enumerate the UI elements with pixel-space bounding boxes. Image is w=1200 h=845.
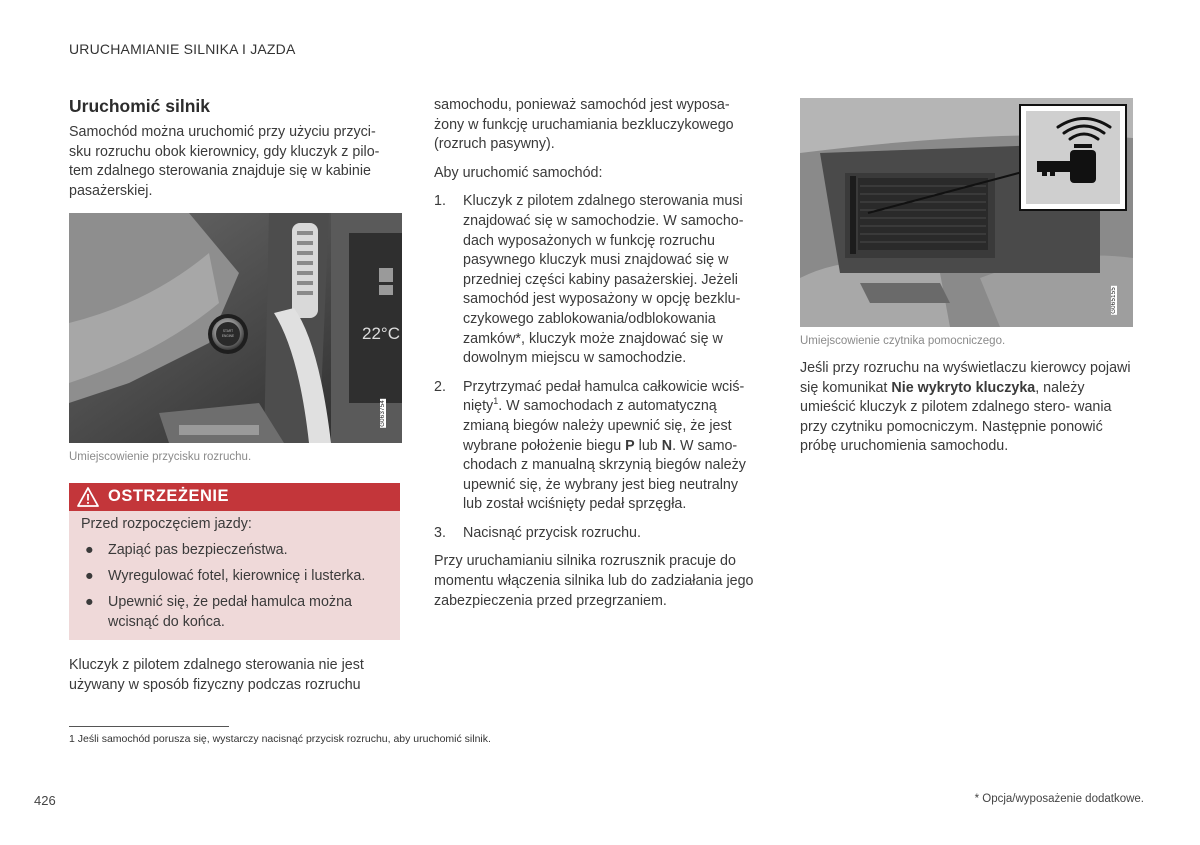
footnote: 1 Jeśli samochód porusza się, wystarczy nacisnąć przycisk rozruchu, aby uruchomić silnik. [69, 733, 491, 745]
start-button-image [69, 213, 402, 443]
gear-p: P [625, 437, 635, 454]
steps-lead: Aby uruchomić samochód: [434, 164, 603, 181]
step-item: 2. Przytrzymać pedał hamulca całkowicie wciś- nięty$^1$. W samochodach z automatyczną zmianą biegów należy upewnić się, że jest wybrane położenie biegu P lub N. W samo- chodach z manualną skrzynią biegów należy upewnić się, że wybrany jest bieg neutralny lub został wciśnięty pedał sprzęgła. [434, 378, 746, 513]
reader-paragraph: Jeśli przy rozruchu na wyświetlaczu kierowcy pojawi się komunikat Nie wykryto kluczyka, należy umieścić kluczyk z pilotem zdalnego stero- wania przy czytniku pomocniczym. Następnie ponowić próbę uruchomienia samochodu. [800, 360, 1131, 455]
warning-body: Przed rozpoczęciem jazdy: ● Zapiąć pas bezpieczeństwa. ● Wyregulować fotel, kierownicę i lusterka. ● Upewnić się, że pedał hamulca można wcisnąć do końca. [69, 511, 400, 640]
column-1 [69, 95, 401, 210]
continued-paragraph: samochodu, ponieważ samochód jest wyposa- żony w funkcję uruchamiania bezkluczykowego (rozruch pasywny). [434, 97, 734, 153]
running-header: URUCHAMIANIE SILNIKA I JAZDA [69, 41, 296, 57]
display-message: Nie wykryto kluczyka [891, 379, 1036, 396]
image-code: G065155 [1111, 287, 1117, 314]
figure-caption-2: Umiejscowienie czytnika pomocniczego. [800, 335, 1006, 347]
start-button-illustration [69, 213, 402, 443]
column-2 [434, 96, 756, 620]
intro-paragraph: Samochód można uruchomić przy użyciu przyci- sku rozruchu obok kierownicy, gdy kluczyk z pilo- tem zdalnego sterowania znajduje się w kabinie pasażerskiej. [69, 124, 380, 199]
gear-n: N [661, 437, 673, 454]
steps-list [434, 192, 756, 543]
warning-title: OSTRZEŻENIE [108, 487, 230, 505]
column-1-bottom [69, 656, 389, 704]
display-temperature: 22°C [362, 324, 400, 343]
step-item: 3. Nacisnąć przycisk rozruchu. [434, 524, 641, 541]
warning-header [69, 483, 400, 511]
svg-text:ENGINE: ENGINE [221, 334, 235, 338]
footnote-divider [69, 726, 229, 727]
backup-reader-image [800, 98, 1133, 327]
page-number: 426 [34, 793, 56, 808]
image-code: G063754 [380, 400, 386, 427]
backup-reader-illustration [800, 98, 1133, 327]
warning-triangle-icon [77, 487, 99, 507]
column-3 [800, 359, 1134, 466]
warning-intro: Przed rozpoczęciem jazdy: [81, 516, 252, 532]
svg-text:START: START [222, 329, 234, 333]
closing-paragraph: Przy uruchamianiu silnika rozrusznik pracuje do momentu włączenia silnika lub do zadziałania jego zabezpieczenia przed przegrzaniem. [434, 553, 754, 609]
key-paragraph: Kluczyk z pilotem zdalnego sterowania nie jest używany w sposób fizyczny podczas rozruchu [69, 657, 364, 693]
footnote-ref: 1 [493, 396, 499, 407]
step-item: 1. Kluczyk z pilotem zdalnego sterowania musi znajdować się w samochodzie. W samocho- dach wyposażonych w funkcję rozruchu pasywnego kluczyk musi znajdować się w przedniej części kabiny pasażerskiej. Jeżeli samochód jest wyposażony w opcję bezklu- czykowego zablokowania/odblokowania zamków*, kluczyk może znajdować się w dowolnym miejscu w samochodzie. [434, 193, 744, 367]
figure-caption-1: Umiejscowienie przycisku rozruchu. [69, 451, 252, 463]
section-heading: Uruchomić silnik [69, 96, 211, 116]
optional-equipment-note: * Opcja/wyposażenie dodatkowe. [974, 793, 1144, 805]
